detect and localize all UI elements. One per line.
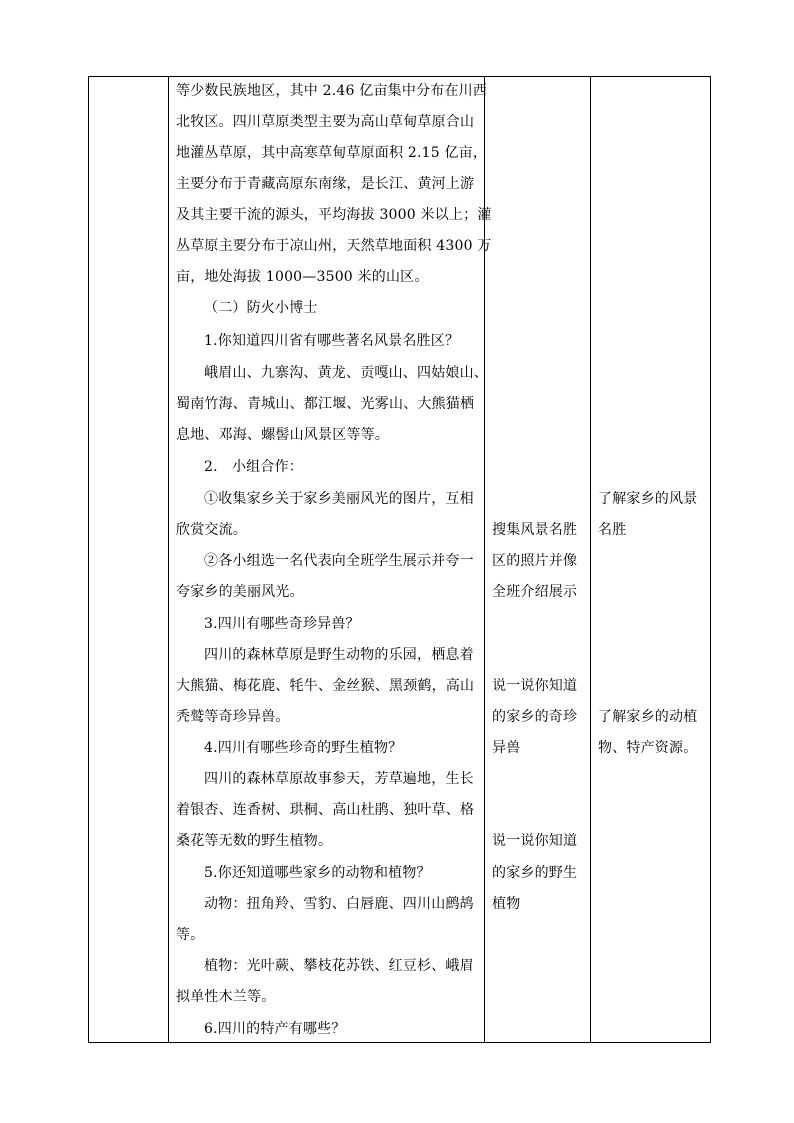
content-line: 着银杏、连香树、珙桐、高山杜鹃、独叶草、格	[176, 802, 475, 818]
content-line: 大熊猫、梅花鹿、牦牛、金丝猴、黑颈鹤，高山	[176, 678, 475, 694]
content-line: 四川的森林草原是野生动物的乐园，栖息着	[204, 647, 474, 663]
content-line: 息地、邓海、螺髻山风景区等等。	[176, 427, 389, 443]
content-line: 拟单性木兰等。	[176, 989, 276, 1005]
content-line: 秃鹫等奇珍异兽。	[176, 709, 290, 725]
content-line: 亩，地处海拔 1000—3500 米的山区。	[176, 269, 429, 285]
content-line: 峨眉山、九寨沟、黄龙、贡嘎山、四姑娘山、	[204, 365, 488, 381]
content-line: 地灌丛草原，其中高寒草甸草原面积 2.15 亿亩，	[176, 145, 488, 161]
activity-line: 的家乡的奇珍	[492, 709, 578, 725]
content-line: 欣赏交流。	[176, 522, 247, 538]
activity-line: 全班介绍展示	[492, 584, 578, 600]
content-line: 丛草原主要分布于凉山州，天然草地面积 4300 万	[176, 238, 492, 254]
question-heading: 3.四川有哪些奇珍异兽？	[204, 616, 360, 632]
content-line: 主要分布于青藏高原东南缘，是长江、黄河上游	[176, 176, 475, 192]
content-line: 四川的森林草原故事参天，芳草遍地，生长	[204, 771, 474, 787]
content-line: 北牧区。四川草原类型主要为高山草甸草原合山	[176, 114, 475, 130]
stage-cell	[89, 77, 169, 1043]
content-line: 蜀南竹海、青城山、都江堰、光雾山、大熊猫栖	[176, 396, 475, 412]
question-heading: 4.四川有哪些珍奇的野生植物？	[204, 740, 403, 756]
goal-line: 了解家乡的动植	[598, 709, 698, 725]
activity-line: 搜集风景名胜	[492, 522, 578, 538]
activity-line: 区的照片并像	[492, 553, 578, 569]
goal-line: 物、特产资源。	[598, 740, 698, 756]
teaching-content-cell	[169, 77, 492, 1043]
content-line: 动物：扭角羚、雪豹、白唇鹿、四川山鹧鸪	[204, 896, 474, 912]
activity-line: 植物	[492, 896, 521, 912]
goal-line: 名胜	[598, 522, 627, 538]
lesson-plan-table	[88, 76, 711, 1043]
activity-line: 说一说你知道	[492, 833, 578, 849]
question-heading: 6.四川的特产有哪些？	[204, 1021, 346, 1037]
content-line: 植物：光叶蕨、攀枝花苏铁、红豆杉、峨眉	[204, 958, 474, 974]
activity-line: 异兽	[492, 740, 521, 756]
content-line: 及其主要干流的源头，平均海拔 3000 米以上；灌	[176, 207, 492, 223]
goal-line: 了解家乡的风景	[598, 491, 698, 507]
content-line: ①收集家乡关于家乡美丽风光的图片，互相	[204, 491, 474, 507]
section-heading: （二）防火小博士	[204, 300, 318, 316]
content-line: 桑花等无数的野生植物。	[176, 833, 333, 849]
activity-line: 说一说你知道	[492, 678, 578, 694]
student-activity-cell	[485, 77, 591, 1043]
question-heading: 2. 小组合作：	[204, 459, 303, 475]
content-line: 等。	[176, 927, 205, 943]
table-row	[89, 77, 711, 1043]
content-line: ②各小组选一名代表向全班学生展示并夸一	[204, 553, 474, 569]
question-heading: 1.你知道四川省有哪些著名风景名胜区？	[204, 333, 460, 349]
content-line: 等少数民族地区，其中 2.46 亿亩集中分布在川西	[176, 83, 488, 99]
question-heading: 5.你还知道哪些家乡的动物和植物？	[204, 865, 431, 881]
goal-cell	[591, 77, 711, 1043]
content-line: 夸家乡的美丽风光。	[176, 584, 304, 600]
activity-line: 的家乡的野生	[492, 865, 578, 881]
